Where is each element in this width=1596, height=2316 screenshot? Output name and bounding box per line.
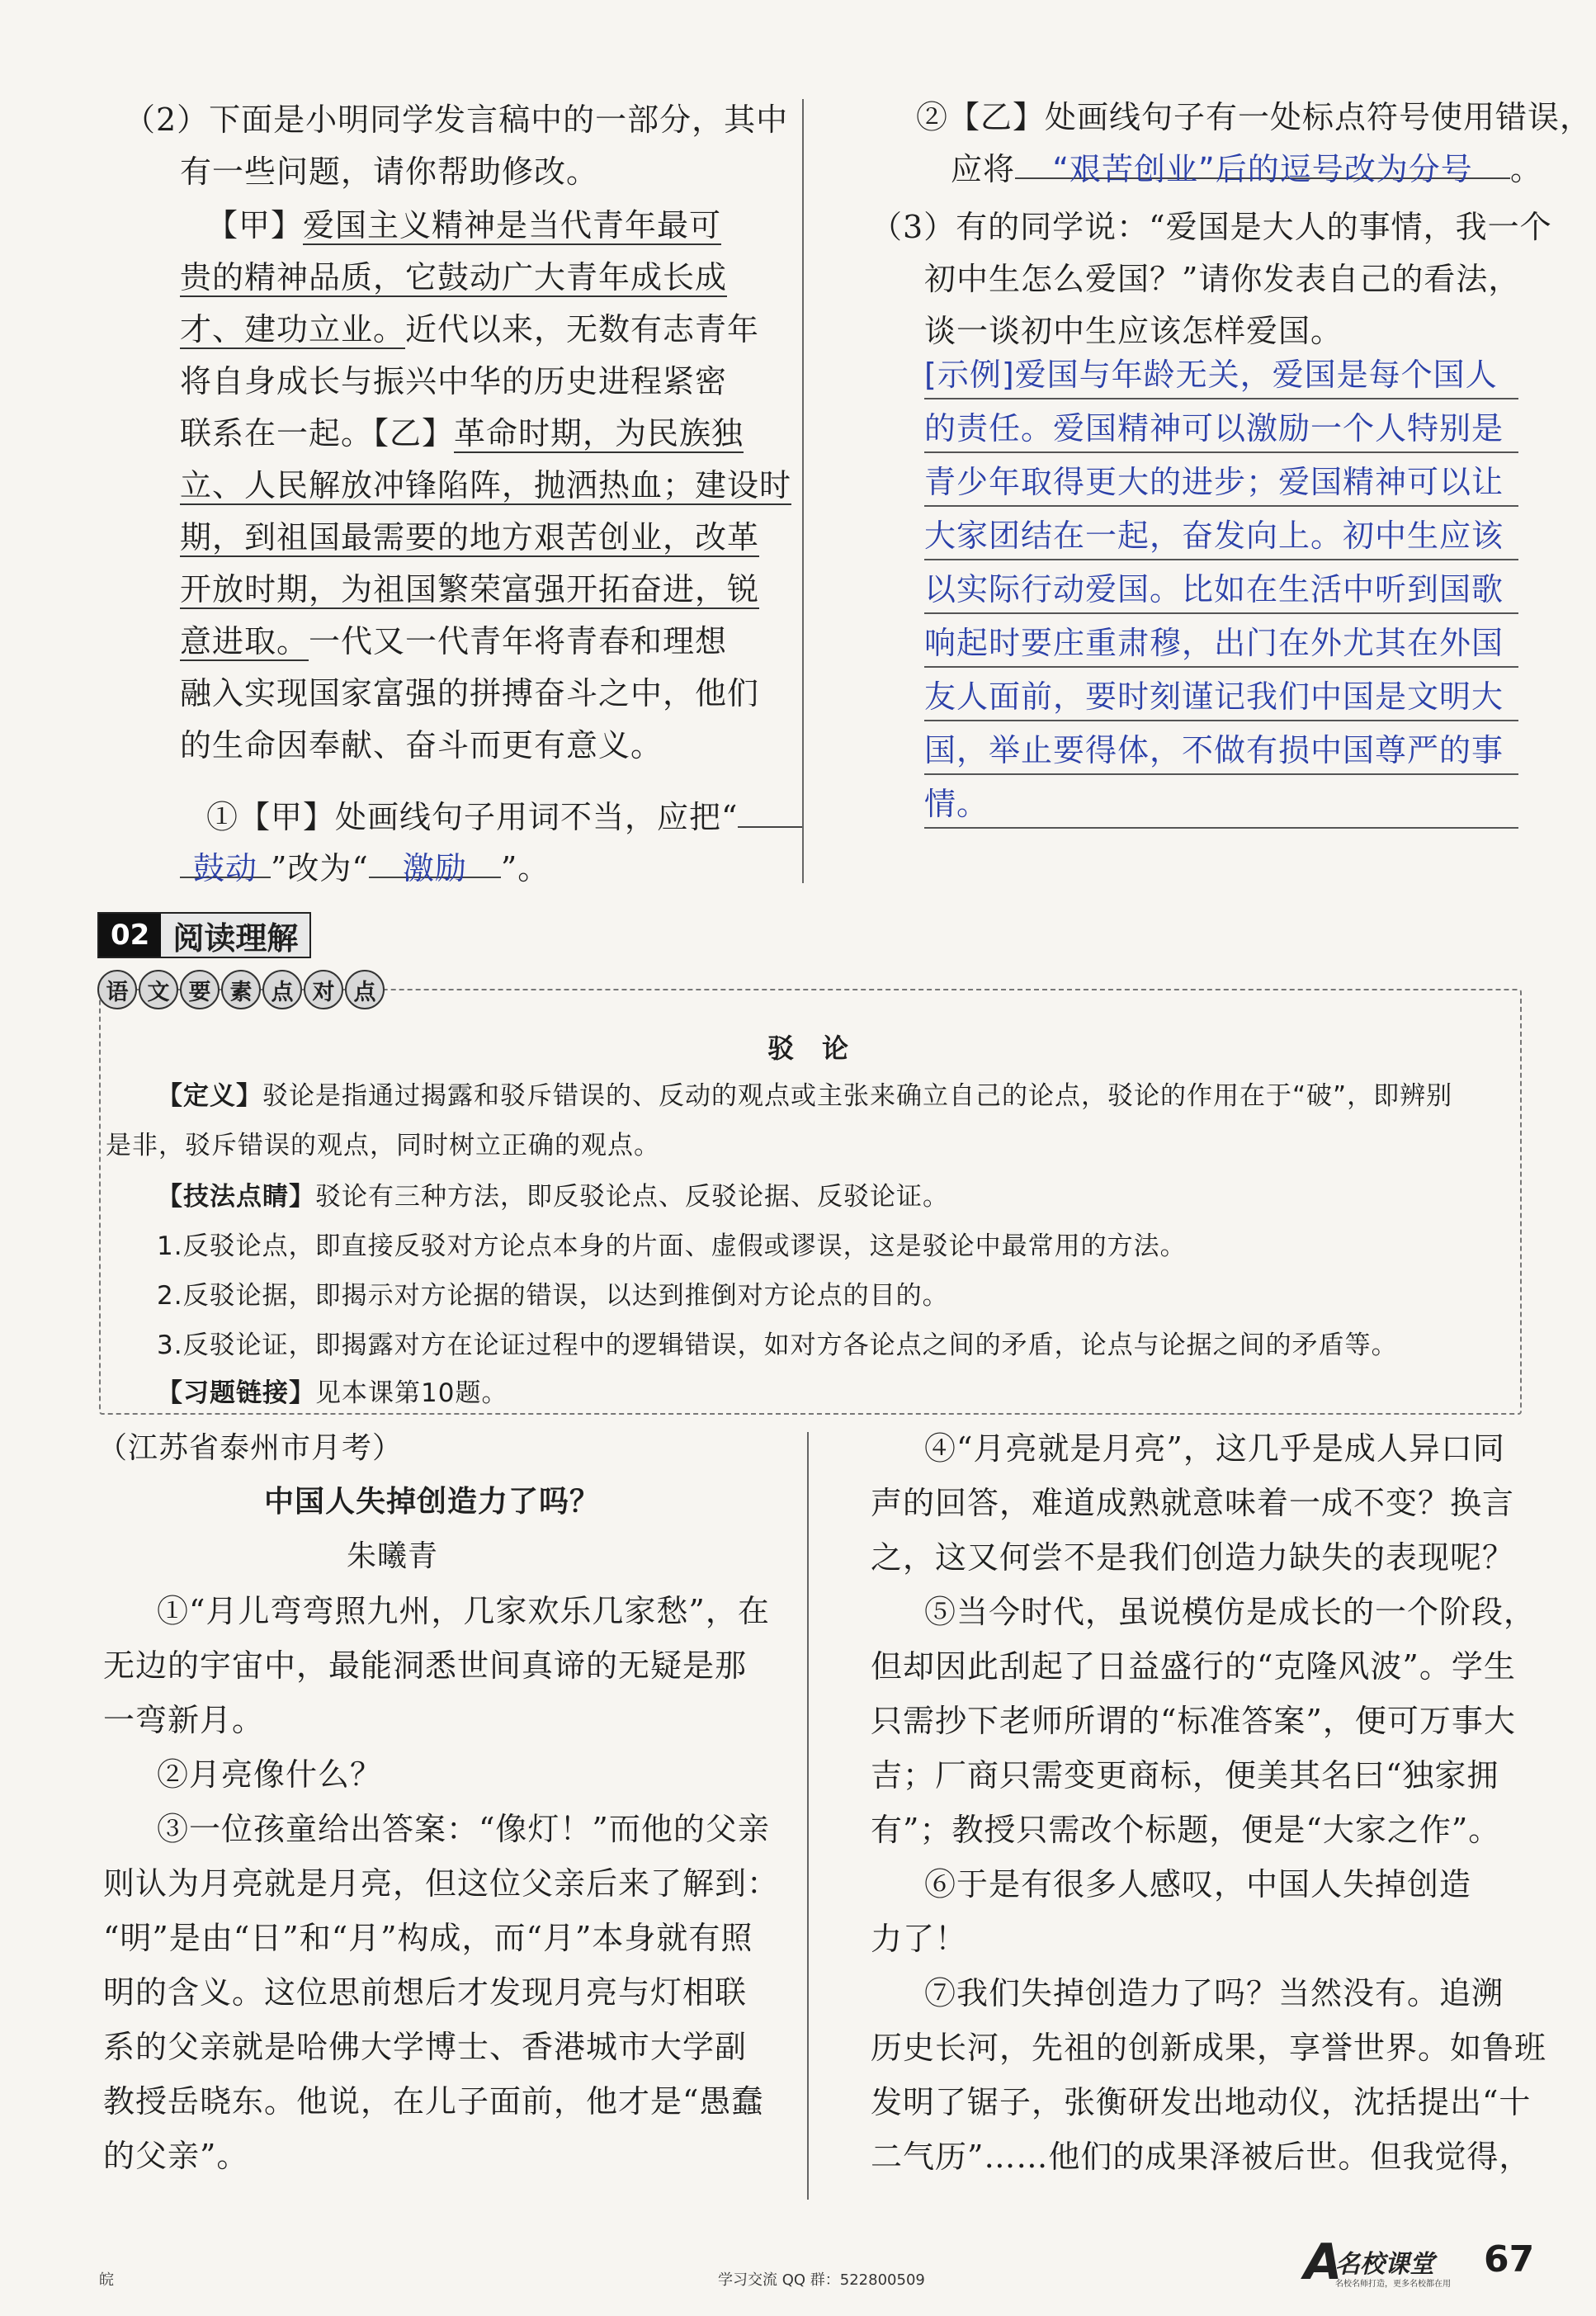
section-header [97,912,311,958]
knowledge-tag [97,970,385,1009]
sub2-prefix: 应将 [951,151,1016,187]
passage-line [180,305,759,354]
technique-label: 【技法点睛】 [157,1182,315,1212]
tag-char: 文 [139,970,178,1009]
knowledge-heading: 驳 论 [767,1033,850,1064]
passage-line: 将自身成长与振兴中华的历史进程紧密 [180,363,728,399]
tag-char: 要 [180,970,220,1009]
jia-label: 【甲】 [206,207,304,243]
passage-line [180,461,791,510]
passage-line: 历史长河，先祖的创新成果，享誉世界。如鲁班 [871,2030,1547,2066]
section-title: 阅读理解 [161,914,309,957]
q3-line2: 初中生怎么爱国？”请你发表自己的看法， [924,261,1521,297]
sub1-text: ①【甲】处画线句子用词不当，应把“ [206,799,739,835]
definition-label: 【定义】 [157,1081,262,1111]
answer-rule [924,612,1518,614]
definition-line [157,1080,1452,1113]
method-item: 2.反驳论据，即揭示对方论据的错误，以达到推倒对方论点的目的。 [157,1281,949,1311]
passage-title: 中国人失掉创造力了吗？ [264,1485,601,1519]
method-item: 1.反驳论点，即直接反驳对方论点本身的片面、虚假或谬误，这是驳论中最常用的方法。 [157,1231,1187,1261]
sub1-end: ”。 [500,850,550,886]
passage-line: 融入实现国家富强的拼搏奋斗之中，他们 [180,675,760,711]
column-divider [802,99,804,883]
footer-qq-group: 学习交流 QQ 群：522800509 [718,2271,925,2289]
passage-line [180,409,744,458]
answer-rule [924,505,1518,507]
passage-source: （江苏省泰州市月考） [97,1431,404,1465]
tag-char: 点 [262,970,302,1009]
answer-rule [924,827,1518,829]
passage-line: ⑤当今时代，虽说模仿是成长的一个阶段， [924,1594,1537,1630]
page-number: 67 [1484,2238,1535,2281]
q2-intro-line1: （2）下面是小明同学发言稿中的一部分，其中 [124,102,789,138]
passage-line: 力了！ [871,1921,968,1957]
sub2-answer[interactable]: “艰苦创业”后的逗号改为分号 [1015,144,1510,179]
q3-line1: （3）有的同学说：“爱国是大人的事情，我一个 [871,209,1552,245]
passage-line: ①“月儿弯弯照九州，几家欢乐几家愁”，在 [157,1593,770,1629]
q3-answer-line: 友人面前，要时刻谨记我们中国是文明大 [924,678,1504,715]
exercise-link-text: 见本课第10题。 [315,1378,508,1408]
logo-subtitle: 名校名师打造，更多名校都在用 [1335,2280,1451,2289]
tag-char: 对 [304,970,343,1009]
answer-rule [924,398,1518,399]
q3-line3: 谈一谈初中生应该怎样爱国。 [924,313,1343,349]
definition-text: 驳论是指通过揭露和驳斥错误的、反动的观点或主张来确立自己的论点，驳论的作用在于“破”，即辨别 [262,1081,1453,1111]
underlined-sentence: 爱国主义精神是当代青年最可 [303,207,722,243]
answer-rule [924,666,1518,668]
passage-line: 系的父亲就是哈佛大学博士、香港城市大学副 [103,2029,748,2065]
passage-line: 声的回答，难道成熟就意味着一成不变？换言 [871,1485,1515,1521]
exercise-link [157,1377,508,1410]
passage-line: 但却因此刮起了日益盛行的“克隆风波”。学生 [871,1648,1516,1685]
underlined-sentence: 意进取。 [180,623,309,659]
section-number: 02 [99,914,161,957]
passage-line: ④“月亮就是月亮”，这几乎是成人异口同 [924,1430,1505,1467]
answer-blank[interactable] [738,793,804,828]
q2-intro-line2: 有一些问题，请你帮助修改。 [180,154,599,190]
answer-rule [924,773,1518,775]
passage-line: 只需抄下老师所谓的“标准答案”，便可万事大 [871,1703,1516,1739]
underlined-sentence: 革命时期，为民族独 [454,415,744,451]
tag-char: 素 [221,970,261,1009]
underlined-sentence: 贵的精神品质，它鼓动广大青年成长成 [180,259,728,295]
q3-answer-line: 大家团结在一起，奋发向上。初中生应该 [924,518,1504,554]
answer-rule [924,720,1518,721]
footer-region: 皖 [99,2271,114,2289]
sub1-mid: ”改为“ [271,850,369,886]
passage-text: 一代又一代青年将青春和理想 [309,623,728,659]
passage-line: 无边的宇宙中，最能洞悉世间真谛的无疑是那 [103,1647,748,1684]
method-item: 3.反驳论证，即揭露对方在论证过程中的逻辑错误，如对方各论点之间的矛盾，论点与论据之间的矛盾等。 [157,1331,1398,1360]
passage-line: 明的含义。这位思前想后才发现月亮与灯相联 [103,1974,748,2011]
passage-line: 的生命因奉献、奋斗而更有意义。 [180,727,663,763]
q3-answer-line: [示例]爱国与年龄无关，爱国是每个国人 [924,357,1498,393]
passage-line [180,617,727,666]
q3-answer-line: 响起时要庄重肃穆，出门在外尤其在外国 [924,625,1504,661]
underlined-sentence: 期，到祖国最需要的地方艰苦创业，改革 [180,519,760,555]
passage-line [206,201,721,250]
answer-blank-1[interactable]: 鼓动 [180,844,271,878]
definition-line: 是非，驳斥错误的观点，同时树立正确的观点。 [106,1131,660,1160]
q3-answer-line: 的责任。爱国精神可以激励一个人特别是 [924,410,1504,447]
passage-author: 朱曦青 [347,1539,439,1573]
exercise-link-label: 【习题链接】 [157,1378,315,1408]
q3-answer-line: 以实际行动爱国。比如在生活中听到国歌 [924,571,1504,607]
passage-line: ②月亮像什么？ [157,1756,383,1793]
passage-line: ⑥于是有很多人感叹，中国人失掉创造 [924,1866,1472,1902]
answer-blank-2[interactable]: 激励 [369,844,501,878]
technique-line [157,1180,949,1213]
passage-line: 吉；厂商只需变更商标，便美其名曰“独家拥 [871,1757,1499,1794]
q3-answer-line: 青少年取得更大的进步；爱国精神可以让 [924,464,1504,500]
passage-line: ⑦我们失掉创造力了吗？当然没有。追溯 [924,1975,1504,2011]
passage-line: 有”；教授只需改个标题，便是“大家之作”。 [871,1812,1501,1848]
passage-line: 的父亲”。 [103,2138,249,2174]
logo-letter: A [1304,2233,1343,2291]
passage-line: 之，这又何尝不是我们创造力缺失的表现呢？ [871,1539,1515,1576]
passage-line: 则认为月亮就是月亮，但这位父亲后来了解到： [103,1865,780,1902]
passage-line [180,253,727,302]
q3-answer-line: 情。 [924,786,989,822]
q3-answer-line: 国，举止要得体，不做有损中国尊严的事 [924,732,1504,768]
brand-logo [1304,2233,1494,2293]
passage-line [180,513,759,562]
passage-line: ③一位孩童给出答案：“像灯！”而他的父亲 [157,1811,770,1847]
answer-rule [924,451,1518,453]
passage-text: 近代以来，无数有志青年 [405,311,760,347]
tag-char: 点 [345,970,385,1009]
sub-question-1 [206,792,804,842]
column-divider [807,1432,809,2200]
sub-question-2-answer-line [951,144,1542,194]
passage-line: 一弯新月。 [103,1702,265,1738]
passage-line [180,565,759,614]
sub-question-1-cont [180,844,550,893]
sub2-end: 。 [1510,151,1543,187]
technique-text: 驳论有三种方法，即反驳论点、反驳论据、反驳论证。 [315,1182,949,1212]
underlined-sentence: 开放时期，为祖国繁荣富强开拓奋进，锐 [180,571,760,607]
passage-line: 二气历”……他们的成果泽被后世。但我觉得， [871,2139,1532,2175]
passage-line: 发明了锯子，张衡研发出地动仪，沈括提出“十 [871,2084,1532,2120]
underlined-sentence: 立、人民解放冲锋陷阵，抛洒热血；建设时 [180,467,792,503]
passage-text: 联系在一起。【乙】 [180,415,455,451]
logo-text: 名校课堂 [1335,2250,1434,2279]
answer-rule [924,559,1518,560]
tag-char: 语 [97,970,137,1009]
passage-line: “明”是由“日”和“月”构成，而“月”本身就有照 [103,1920,753,1956]
passage-line: 教授岳晓东。他说，在儿子面前，他才是“愚蠢 [103,2083,764,2120]
underlined-sentence: 才、建功立业。 [180,311,406,347]
sub-question-2: ②【乙】处画线句子有一处标点符号使用错误， [916,99,1593,135]
